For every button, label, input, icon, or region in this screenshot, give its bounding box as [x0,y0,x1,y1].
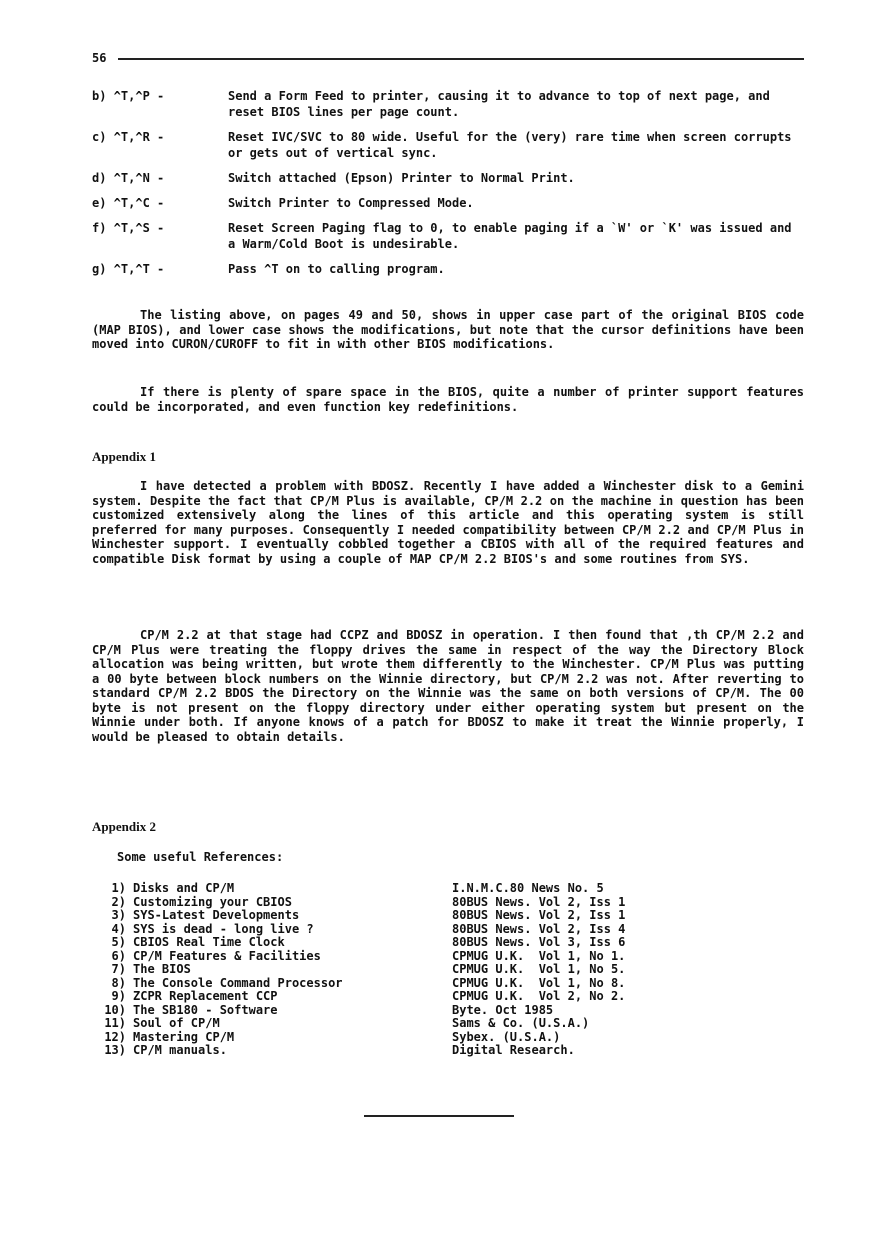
reference-source: CPMUG U.K. Vol 1, No 5. [452,962,626,976]
reference-number: 10) [104,1002,126,1017]
reference-row [100,1031,720,1045]
reference-number: 9) [111,989,126,1003]
reference-number: 1) [111,881,126,895]
reference-source: 80BUS News. Vol 2, Iss 1 [452,894,626,909]
command-key: f) ^T,^S - [92,221,165,235]
reference-title: Disks and CP/M [133,881,235,895]
command-key: e) ^T,^C - [92,196,165,210]
command-item [92,88,804,120]
spare-space-paragraph: If there is plenty of spare space in the BIOS, quite a number of printer support features could be incorporated, and even function key redefinitions. [92,385,804,414]
reference-source: CPMUG U.K. Vol 2, No 2. [452,989,626,1003]
reference-number: 13) [104,1043,126,1057]
reference-source: CPMUG U.K. Vol 1, No 1. [452,948,626,963]
reference-title: The Console Command Processor [133,975,343,990]
reference-number: 11) [104,1016,126,1030]
reference-source: Sams & Co. (U.S.A.) [452,1016,590,1030]
reference-title: The SB180 - Software [133,1002,278,1017]
reference-title: CP/M Features & Facilities [133,948,321,963]
appendix-1-heading: Appendix 1 [92,449,156,464]
references-list [100,882,720,1058]
reference-number: 6) [111,948,126,963]
header-rule [118,58,804,60]
command-description: Switch Printer to Compressed Mode. [228,196,474,210]
reference-row [100,936,720,950]
command-description: Send a Form Feed to printer, causing it to advance to top of next page, and reset BIOS lines per page count. [228,89,770,119]
reference-source: 80BUS News. Vol 2, Iss 1 [452,908,626,922]
appendix-2-heading: Appendix 2 [92,819,156,834]
reference-number: 7) [111,962,126,976]
command-list [92,88,804,286]
reference-number: 2) [111,894,126,909]
reference-title: SYS is dead - long live ? [133,921,314,936]
reference-number: 4) [111,921,126,936]
reference-title: ZCPR Replacement CCP [133,989,278,1003]
command-item [92,220,804,252]
command-item [92,170,804,186]
references-intro: Some useful References: [117,850,284,864]
reference-row [100,882,720,896]
reference-source: Sybex. (U.S.A.) [452,1029,561,1044]
reference-row [100,1017,720,1031]
reference-source: 80BUS News. Vol 2, Iss 4 [452,921,626,936]
reference-row [100,1044,720,1058]
command-key: d) ^T,^N - [92,171,165,185]
reference-number: 8) [111,975,126,990]
command-description: Reset Screen Paging flag to 0, to enable paging if a `W' or `K' was issued and a Warm/Cold Boot is undesirable. [228,221,792,251]
appendix-1-paragraph-1: I have detected a problem with BDOSZ. Recently I have added a Winchester disk to a Gemini system. Despite the fact that CP/M Plus is available, CP/M 2.2 on the machine in question has been customized extensively along the lines of this article and this operating system is still preferred for many purposes. Consequently I needed compatibility between CP/M 2.2 and CP/M Plus in Winchester support. I eventually cobbled together a CBIOS with all of the required features and compatible Disk format by using a couple of MAP CP/M 2.2 BIOS's and some routines from SYS. [92,479,804,566]
command-item [92,261,804,277]
command-description: Switch attached (Epson) Printer to Normal Print. [228,171,575,185]
command-key: g) ^T,^T - [92,262,165,276]
listing-paragraph: The listing above, on pages 49 and 50, shows in upper case part of the original BIOS code (MAP BIOS), and lower case shows the modifications, but note that the cursor definitions have been moved into CURON/CUROFF to fit in with other BIOS modifications. [92,308,804,351]
reference-source: I.N.M.C.80 News No. 5 [452,881,604,895]
reference-title: Soul of CP/M [133,1016,220,1030]
command-description: Pass ^T on to calling program. [228,262,445,276]
command-description: Reset IVC/SVC to 80 wide. Useful for the (very) rare time when screen corrupts or gets out of vertical sync. [228,130,792,160]
reference-row [100,1004,720,1018]
reference-source: CPMUG U.K. Vol 1, No 8. [452,975,626,990]
reference-row [100,990,720,1004]
end-rule [364,1115,514,1117]
reference-title: Customizing your CBIOS [133,894,292,909]
reference-title: CP/M manuals. [133,1043,227,1057]
appendix-1-paragraph-2: CP/M 2.2 at that stage had CCPZ and BDOSZ in operation. I then found that ,th CP/M 2.2 and CP/M Plus were treating the floppy drives the same in respect of the way the Directory Block allocation was being written, but wrote them differently to the Winchester. CP/M Plus was putting a 00 byte between block numbers on the Winnie directory, but CP/M 2.2 was not. After reverting to standard CP/M 2.2 BDOS the Directory on the Winnie was the same on both versions of CP/M. The 00 byte is not present on the floppy directory under either operating system but present on the Winnie under both. If anyone knows of a patch for BDOSZ to make it treat the Winnie properly, I would be pleased to obtain details. [92,628,804,744]
command-key: b) ^T,^P - [92,89,165,103]
reference-number: 12) [104,1029,126,1044]
reference-source: Digital Research. [452,1043,575,1057]
reference-number: 3) [111,908,126,922]
reference-row [100,896,720,910]
reference-row [100,923,720,937]
reference-source: Byte. Oct 1985 [452,1002,554,1017]
reference-title: The BIOS [133,962,191,976]
reference-row [100,909,720,923]
reference-row [100,963,720,977]
command-key: c) ^T,^R - [92,130,165,144]
reference-source: 80BUS News. Vol 3, Iss 6 [452,935,626,949]
page-header [92,50,804,66]
reference-title: SYS-Latest Developments [133,908,300,922]
page-number: 56 [92,51,107,65]
command-item [92,129,804,161]
reference-row [100,977,720,991]
reference-title: Mastering CP/M [133,1029,235,1044]
reference-number: 5) [111,935,126,949]
reference-row [100,950,720,964]
reference-title: CBIOS Real Time Clock [133,935,285,949]
command-item [92,195,804,211]
